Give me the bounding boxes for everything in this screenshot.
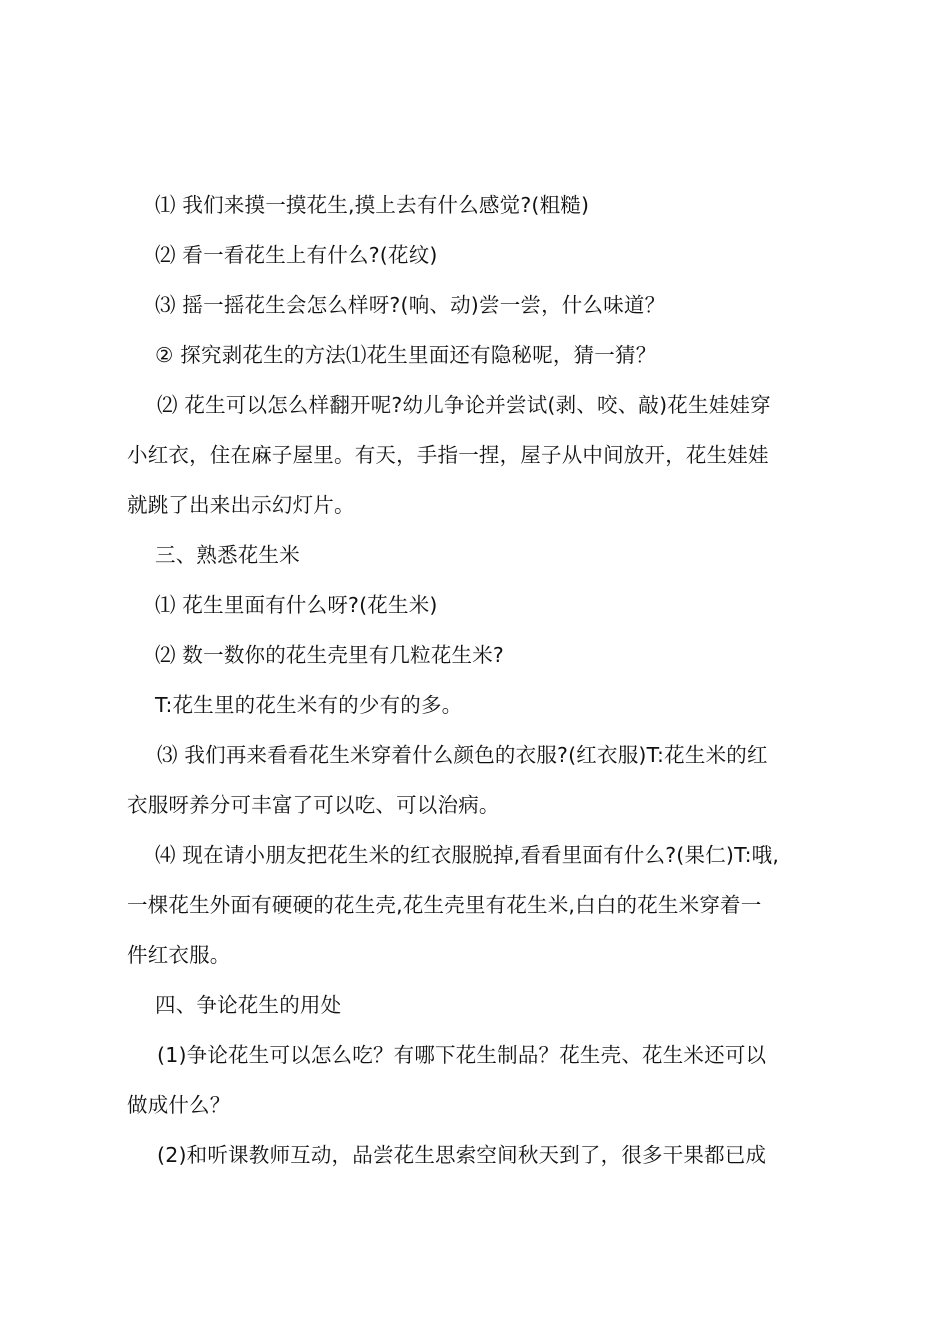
paragraph-line: 衣服呀养分可丰富了可以吃、可以治病。: [127, 793, 500, 817]
paragraph-line: 件红衣服。: [127, 943, 231, 967]
paragraph-line: ⑵ 数一数你的花生壳里有几粒花生米?: [155, 643, 504, 667]
paragraph-line: ⑴ 我们来摸一摸花生,摸上去有什么感觉?(粗糙): [155, 193, 590, 217]
paragraph-line: T:花生里的花生米有的少有的多。: [155, 693, 463, 717]
paragraph-line: ⑴ 花生里面有什么呀?(花生米): [155, 593, 438, 617]
paragraph-line: 一棵花生外面有硬硬的花生壳,花生壳里有花生米,白白的花生米穿着一: [127, 893, 762, 917]
section-heading: 三、熟悉花生米: [155, 543, 300, 567]
paragraph-line: (1)争论花生可以怎么吃？有哪下花生制品？花生壳、花生米还可以: [157, 1043, 767, 1067]
paragraph-line: ② 探究剥花生的方法⑴花生里面还有隐秘呢，猜一猜？: [155, 343, 657, 367]
paragraph-line: ⑶ 摇一摇花生会怎么样呀?(响、动)尝一尝，什么味道？: [155, 293, 666, 317]
paragraph-line: 就跳了出来出示幻灯片。: [127, 493, 355, 517]
paragraph-line: (2)和听课教师互动，品尝花生思索空间秋天到了，很多干果都已成: [157, 1143, 767, 1167]
paragraph-line: 小红衣，住在麻子屋里。有天，手指一捏，屋子从中间放开，花生娃娃: [127, 443, 769, 467]
paragraph-line: ⑵ 看一看花生上有什么?(花纹): [155, 243, 438, 267]
paragraph-line: ⑵ 花生可以怎么样翻开呢?幼儿争论并尝试(剥、咬、敲)花生娃娃穿: [157, 393, 771, 417]
paragraph-line: 做成什么？: [127, 1093, 231, 1117]
section-heading: 四、争论花生的用处: [155, 993, 342, 1017]
paragraph-line: ⑶ 我们再来看看花生米穿着什么颜色的衣服?(红衣服)T:花生米的红: [157, 743, 768, 767]
paragraph-line: ⑷ 现在请小朋友把花生米的红衣服脱掉,看看里面有什么?(果仁)T:哦,: [155, 843, 780, 867]
